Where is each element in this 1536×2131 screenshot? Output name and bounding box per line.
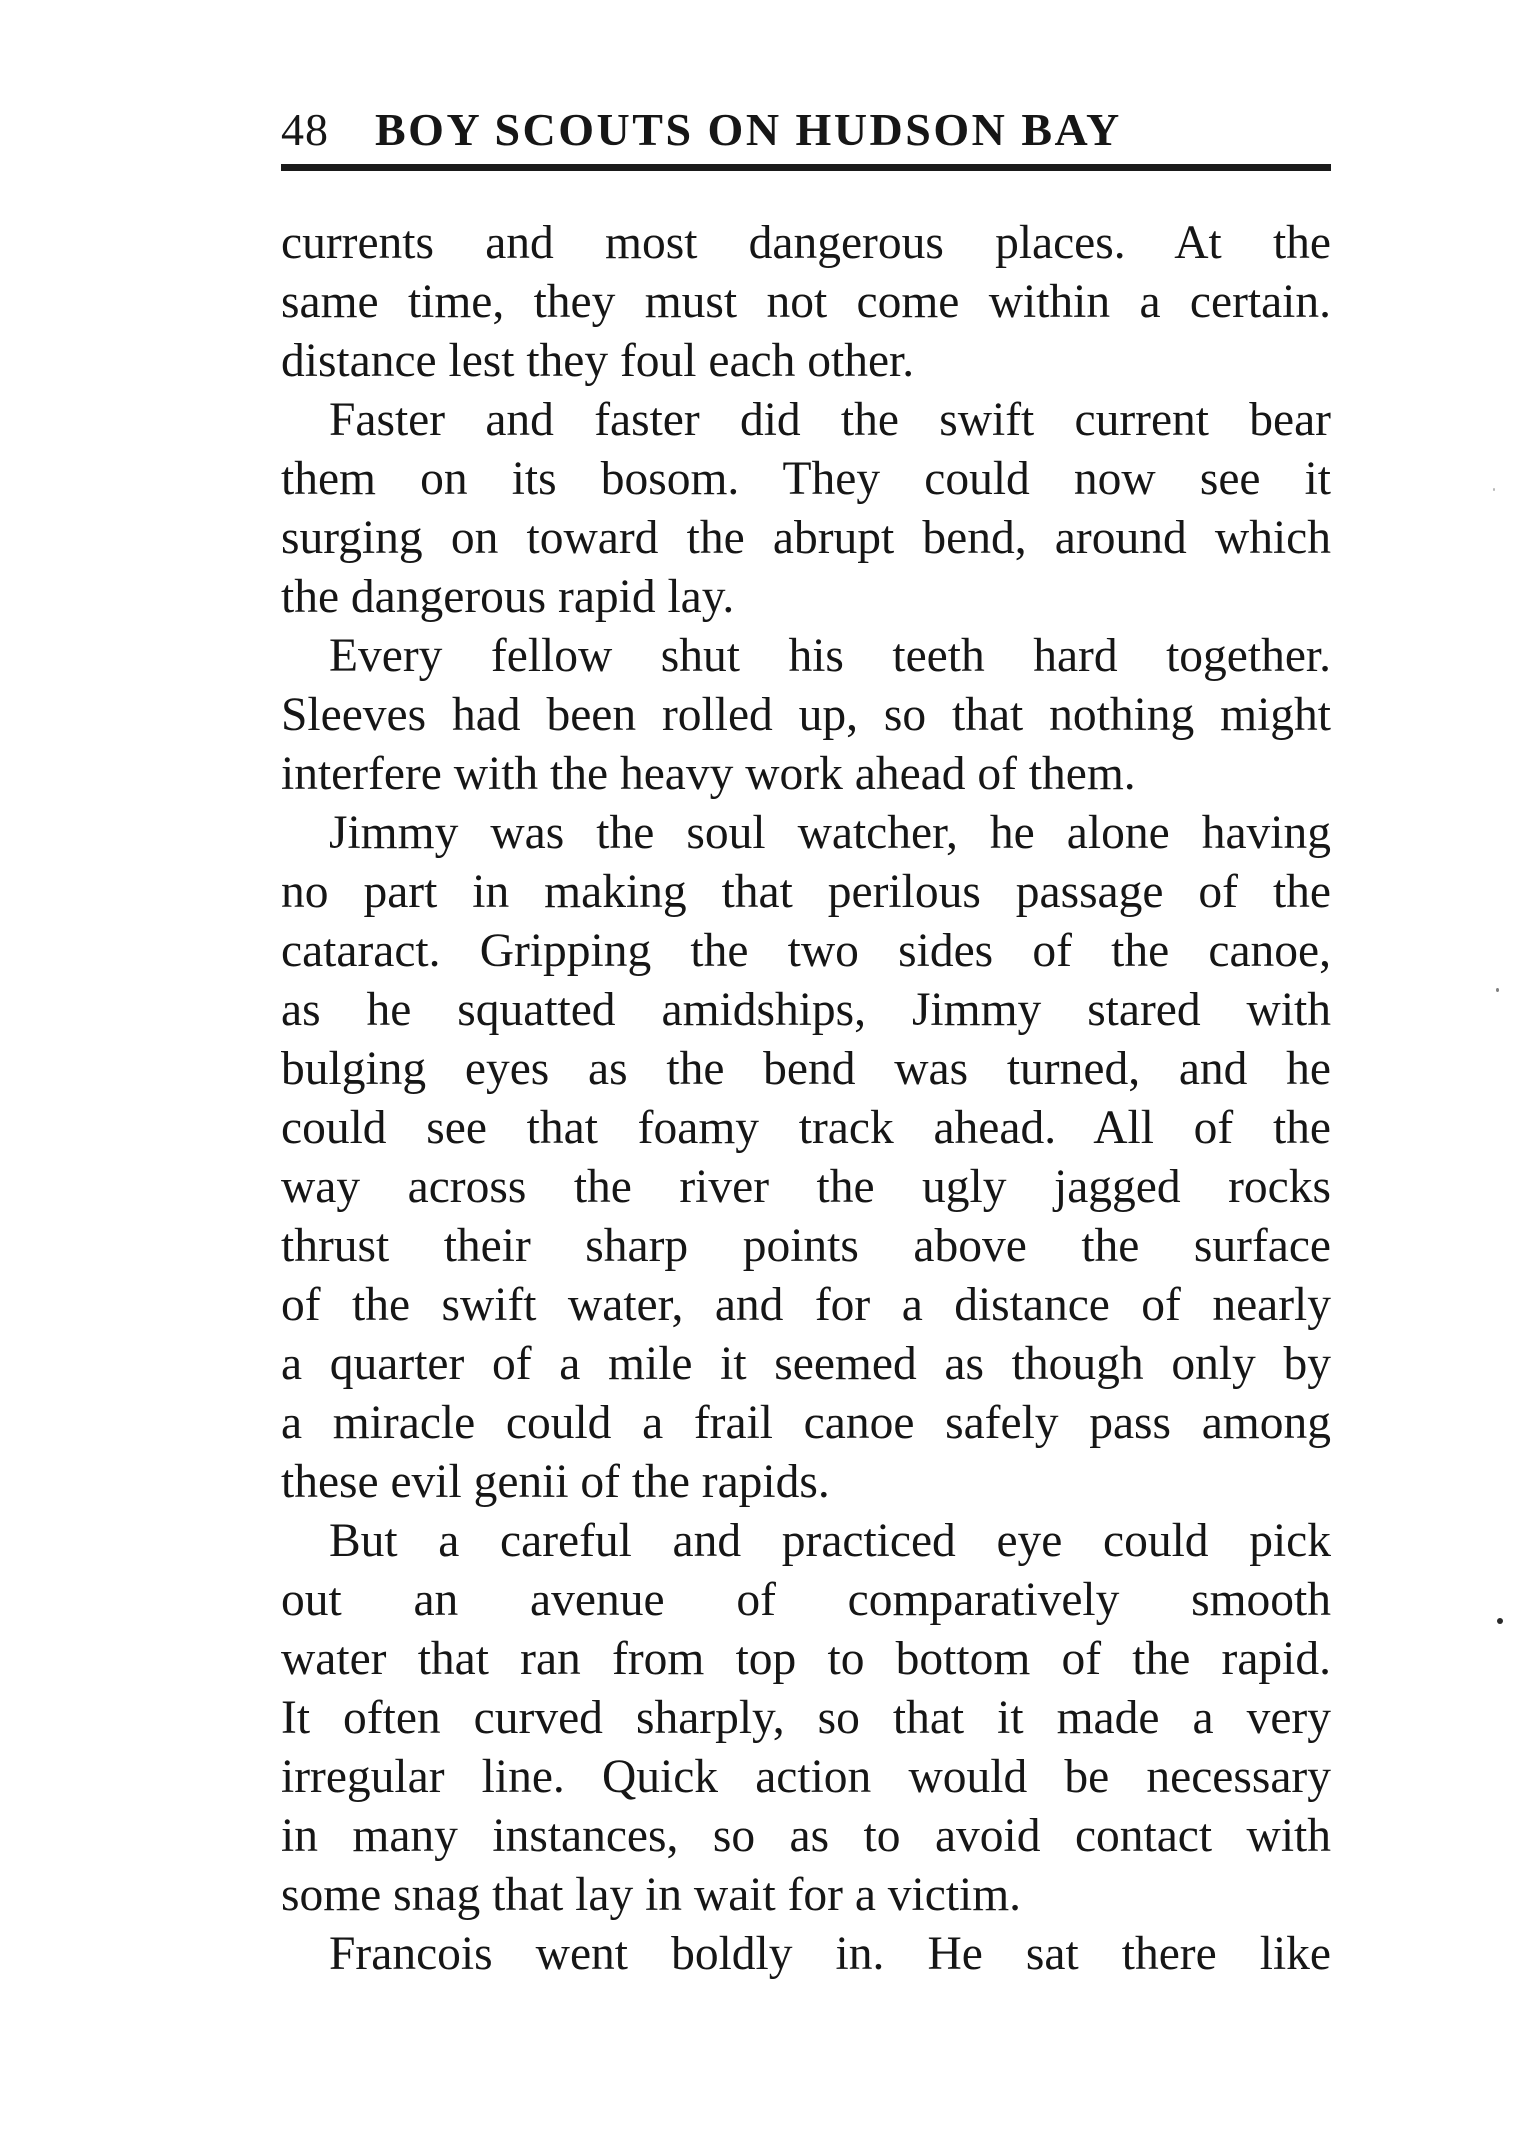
text-line: Sleeves had been rolled up, so that nothing might <box>281 689 1331 741</box>
text-line: bulging eyes as the bend was turned, and he <box>281 1043 1331 1095</box>
page-number: 48 <box>281 104 329 155</box>
text-line: cataract. Gripping the two sides of the canoe, <box>281 925 1331 977</box>
text-line: Every fellow shut his teeth hard together. <box>329 630 1331 682</box>
text-line: of the swift water, and for a distance of nearly <box>281 1279 1331 1331</box>
scan-speck <box>1496 988 1499 992</box>
text-line: could see that foamy track ahead. All of the <box>281 1102 1331 1154</box>
text-line: some snag that lay in wait for a victim. <box>281 1869 1022 1921</box>
text-line: thrust their sharp points above the surface <box>281 1220 1331 1272</box>
text-line: It often curved sharply, so that it made a very <box>281 1692 1331 1744</box>
paragraph <box>281 391 1331 627</box>
text-line: Jimmy was the soul watcher, he alone having <box>329 807 1331 859</box>
text-line: Faster and faster did the swift current bear <box>329 394 1331 446</box>
text-line: Francois went boldly in. He sat there like <box>329 1928 1331 1980</box>
text-line: a miracle could a frail canoe safely pass among <box>281 1397 1331 1449</box>
text-line: these evil genii of the rapids. <box>281 1456 830 1508</box>
body-text <box>281 214 1331 1984</box>
paragraph <box>281 1925 1331 1984</box>
text-line: no part in making that perilous passage of the <box>281 866 1331 918</box>
text-line: irregular line. Quick action would be necessary <box>281 1751 1331 1803</box>
header-rule <box>281 164 1331 171</box>
text-line: in many instances, so as to avoid contact with <box>281 1810 1331 1862</box>
text-line: a quarter of a mile it seemed as though only by <box>281 1338 1331 1390</box>
paragraph <box>281 627 1331 804</box>
paragraph <box>281 804 1331 1512</box>
text-line: out an avenue of comparatively smooth <box>281 1574 1331 1626</box>
running-head <box>281 100 1331 160</box>
text-line: interfere with the heavy work ahead of them. <box>281 748 1136 800</box>
scan-speck <box>1493 488 1495 491</box>
text-line: water that ran from top to bottom of the rapid. <box>281 1633 1331 1685</box>
text-line: But a careful and practiced eye could pick <box>329 1515 1331 1567</box>
text-line: currents and most dangerous places. At the <box>281 217 1331 269</box>
text-line: way across the river the ugly jagged rocks <box>281 1161 1331 1213</box>
text-line: surging on toward the abrupt bend, around which <box>281 512 1331 564</box>
scan-speck <box>1497 1618 1503 1624</box>
text-line: the dangerous rapid lay. <box>281 571 735 623</box>
text-line: as he squatted amidships, Jimmy stared with <box>281 984 1331 1036</box>
text-line: distance lest they foul each other. <box>281 335 915 387</box>
running-title: BOY SCOUTS ON HUDSON BAY <box>375 104 1122 155</box>
paragraph <box>281 1512 1331 1925</box>
paragraph <box>281 214 1331 391</box>
text-line: them on its bosom. They could now see it <box>281 453 1331 505</box>
text-line: same time, they must not come within a certain. <box>281 276 1331 328</box>
